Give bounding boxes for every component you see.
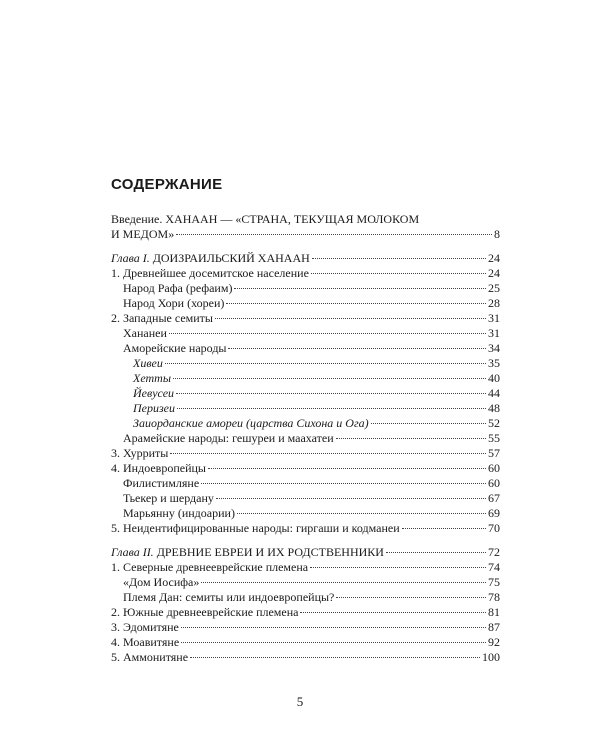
toc-entry	[111, 560, 500, 575]
toc-chapter-2	[111, 545, 500, 560]
leader-dots	[177, 408, 486, 409]
toc-entry-text: 1. Северные древнееврейские племена	[111, 560, 309, 574]
leader-dots	[216, 498, 486, 499]
toc-entry-text: Аморейские народы	[123, 341, 227, 355]
toc-entry	[111, 386, 500, 401]
toc-page-number: 92	[488, 635, 500, 649]
toc-intro-entry	[111, 227, 500, 242]
toc-entry	[111, 506, 500, 521]
toc-page-number: 74	[488, 560, 500, 574]
toc-entry	[111, 461, 500, 476]
leader-dots	[208, 468, 486, 469]
toc-entry	[111, 266, 500, 281]
toc-entry	[111, 401, 500, 416]
leader-dots	[201, 483, 486, 484]
chapter-label: Глава II.	[111, 545, 154, 559]
leader-dots	[181, 627, 486, 628]
toc-entry-text: 4. Индоевропейцы	[111, 461, 206, 475]
toc-entry-text: Филистимляне	[123, 476, 200, 490]
toc-entry	[111, 635, 500, 650]
leader-dots	[176, 234, 492, 235]
toc-page-number: 55	[488, 431, 500, 445]
leader-dots	[226, 303, 486, 304]
leader-dots	[386, 552, 486, 553]
toc-entry-text: 5. Неидентифицированные народы: гиргаши и кодманеи	[111, 521, 400, 535]
toc-page-number: 75	[488, 575, 500, 589]
toc-page-number: 78	[488, 590, 500, 604]
leader-dots	[215, 318, 486, 319]
table-of-contents	[111, 212, 500, 665]
chapter-title: ДОИЗРАИЛЬСКИЙ ХАНААН	[152, 251, 310, 265]
leader-dots	[181, 642, 486, 643]
leader-dots	[165, 363, 486, 364]
toc-page-number: 48	[488, 401, 500, 415]
toc-entry	[111, 281, 500, 296]
toc-entry-text: 2. Западные семиты	[111, 311, 213, 325]
leader-dots	[169, 333, 486, 334]
toc-page-number: 87	[488, 620, 500, 634]
toc-page-number: 52	[488, 416, 500, 430]
leader-dots	[402, 528, 486, 529]
toc-entry	[111, 590, 500, 605]
toc-entry-text: Заиорданские амореи (царства Сихона и Ога)	[133, 416, 369, 430]
page-number: 5	[296, 694, 304, 709]
toc-entry	[111, 476, 500, 491]
toc-entry	[111, 620, 500, 635]
leader-dots	[228, 348, 486, 349]
toc-page-number: 40	[488, 371, 500, 385]
leader-dots	[234, 288, 486, 289]
toc-page-number: 8	[494, 227, 500, 241]
leader-dots	[190, 657, 480, 658]
toc-page-number: 69	[488, 506, 500, 520]
toc-entry	[111, 341, 500, 356]
leader-dots	[201, 582, 486, 583]
leader-dots	[173, 378, 486, 379]
toc-entry-text: Народ Рафа (рефаим)	[123, 281, 233, 295]
toc-entry	[111, 416, 500, 431]
toc-entry-text: 3. Эдомитяне	[111, 620, 179, 634]
toc-page-number: 67	[488, 491, 500, 505]
toc-page-number: 31	[488, 311, 500, 325]
toc-page-number: 25	[488, 281, 500, 295]
toc-entry	[111, 605, 500, 620]
toc-entry	[111, 371, 500, 386]
toc-entry	[111, 311, 500, 326]
toc-page-number: 35	[488, 356, 500, 370]
toc-entry-text: И МЕДОМ»	[111, 227, 175, 241]
toc-entry	[111, 431, 500, 446]
toc-entry-text: 2. Южные древнееврейские племена	[111, 605, 299, 619]
contents-heading: СОДЕРЖАНИЕ	[111, 176, 223, 193]
toc-page-number: 24	[488, 251, 500, 265]
toc-entry-text: 1. Древнейшее досемитское население	[111, 266, 309, 280]
toc-entry-text: Хетты	[133, 371, 171, 385]
toc-entry	[111, 491, 500, 506]
toc-entry	[111, 446, 500, 461]
toc-entry	[111, 521, 500, 536]
toc-page-number: 34	[488, 341, 500, 355]
leader-dots	[310, 567, 486, 568]
toc-entry-text: Йевусеи	[133, 386, 175, 400]
toc-entry-text: Народ Хори (хореи)	[123, 296, 225, 310]
toc-entry	[111, 326, 500, 341]
leader-dots	[311, 273, 486, 274]
toc-page-number: 81	[488, 605, 500, 619]
leader-dots	[300, 612, 486, 613]
toc-page-number: 60	[488, 461, 500, 475]
toc-page-number: 72	[488, 545, 500, 559]
toc-entry-text: Хананеи	[123, 326, 167, 340]
leader-dots	[176, 393, 486, 394]
toc-entry-text: Арамейские народы: гешуреи и маахатеи	[123, 431, 334, 445]
leader-dots	[170, 453, 486, 454]
toc-entry-text: 5. Аммонитяне	[111, 650, 189, 664]
toc-entry-text: 4. Моавитяне	[111, 635, 180, 649]
toc-entry-text: «Дом Иосифа»	[123, 575, 200, 589]
chapter-label: Глава I.	[111, 251, 150, 265]
leader-dots	[312, 258, 486, 259]
toc-entry	[111, 650, 500, 665]
toc-page-number: 44	[488, 386, 500, 400]
toc-page-number: 60	[488, 476, 500, 490]
toc-entry-text: 3. Хурриты	[111, 446, 169, 460]
toc-entry-text: Перизеи	[133, 401, 175, 415]
toc-entry-text: Тьекер и шердану	[123, 491, 214, 505]
leader-dots	[237, 513, 486, 514]
toc-page-number: 28	[488, 296, 500, 310]
toc-entry-text: Хивеи	[133, 356, 163, 370]
toc-entry	[111, 356, 500, 371]
toc-page-number: 100	[482, 650, 500, 664]
toc-page-number: 70	[488, 521, 500, 535]
toc-entry	[111, 575, 500, 590]
toc-page-number: 31	[488, 326, 500, 340]
chapter-title: ДРЕВНИЕ ЕВРЕИ И ИХ РОДСТВЕННИКИ	[156, 545, 384, 559]
toc-entry-text: Марьянну (индоарии)	[123, 506, 235, 520]
leader-dots	[371, 423, 486, 424]
toc-chapter-1	[111, 251, 500, 266]
leader-dots	[336, 597, 486, 598]
leader-dots	[336, 438, 486, 439]
toc-intro-line1: Введение. ХАНААН — «СТРАНА, ТЕКУЩАЯ МОЛОКОМ	[111, 212, 420, 226]
toc-page-number: 24	[488, 266, 500, 280]
toc-entry	[111, 296, 500, 311]
toc-entry-text: Племя Дан: семиты или индоевропейцы?	[123, 590, 335, 604]
toc-page-number: 57	[488, 446, 500, 460]
